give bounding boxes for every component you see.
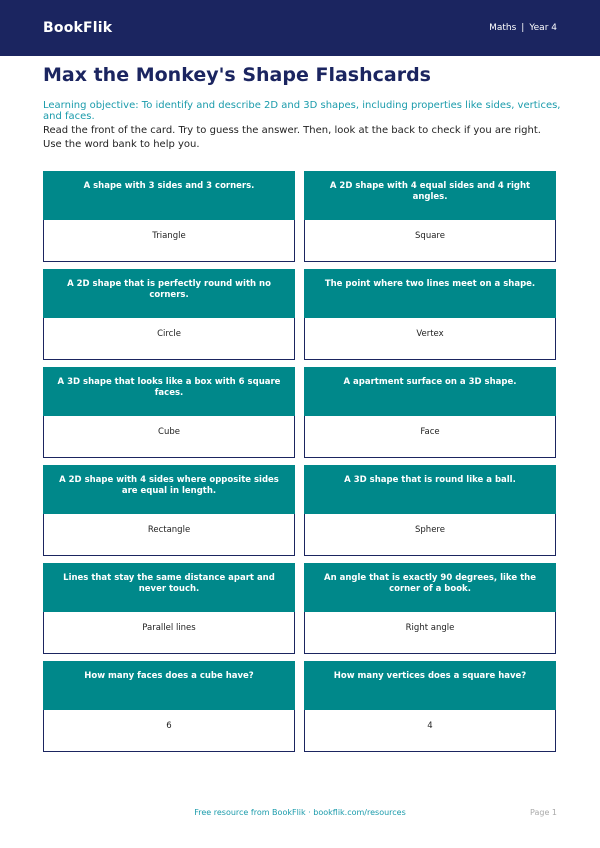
card-front: How many vertices does a square have? [304, 661, 556, 710]
flashcard[interactable] [304, 563, 556, 654]
flashcard[interactable] [304, 171, 556, 262]
card-front: A 2D shape with 4 sides where opposite sides are equal in length. [43, 465, 295, 514]
card-back: Sphere [304, 514, 556, 556]
flashcard[interactable] [43, 269, 295, 360]
separator: | [521, 23, 525, 33]
learning-objective: Learning objective: To identify and describe 2D and 3D shapes, including properties like sides, vertices, and faces. [43, 100, 561, 122]
card-front: A 3D shape that is round like a ball. [304, 465, 556, 514]
card-front: Lines that stay the same distance apart and never touch. [43, 563, 295, 612]
card-front: A 3D shape that looks like a box with 6 square faces. [43, 367, 295, 416]
card-front: A 2D shape with 4 equal sides and 4 right angles. [304, 171, 556, 220]
card-back: 6 [43, 710, 295, 752]
page-number: Page 1 [530, 808, 557, 817]
year-label: Year 4 [529, 23, 557, 33]
card-back: Triangle [43, 220, 295, 262]
footer-credit[interactable]: Free resource from BookFlik · bookflik.com/resources [194, 808, 406, 817]
flashcard[interactable] [43, 171, 295, 262]
flashcard-grid [43, 171, 557, 752]
flashcard[interactable] [304, 269, 556, 360]
flashcard[interactable] [43, 465, 295, 556]
card-back: Cube [43, 416, 295, 458]
page-title: Max the Monkey's Shape Flashcards [43, 64, 431, 86]
card-front: A apartment surface on a 3D shape. [304, 367, 556, 416]
card-back: Parallel lines [43, 612, 295, 654]
card-front: A shape with 3 sides and 3 corners. [43, 171, 295, 220]
card-front: An angle that is exactly 90 degrees, like the corner of a book. [304, 563, 556, 612]
card-front: A 2D shape that is perfectly round with no corners. [43, 269, 295, 318]
instructions: Read the front of the card. Try to guess the answer. Then, look at the back to check if you are right. Use the word bank to help you. [43, 125, 541, 150]
card-back: Rectangle [43, 514, 295, 556]
flashcard[interactable] [43, 563, 295, 654]
card-back: 4 [304, 710, 556, 752]
flashcard[interactable] [304, 465, 556, 556]
header-bar [0, 0, 600, 56]
subject-label: Maths [489, 23, 517, 33]
flashcard[interactable] [43, 661, 295, 752]
card-front: The point where two lines meet on a shape. [304, 269, 556, 318]
card-back: Square [304, 220, 556, 262]
card-back: Circle [43, 318, 295, 360]
card-back: Vertex [304, 318, 556, 360]
card-back: Face [304, 416, 556, 458]
card-back: Right angle [304, 612, 556, 654]
brand-logo[interactable]: BookFlik [43, 20, 113, 36]
subject-year-label [489, 23, 557, 33]
flashcard[interactable] [304, 367, 556, 458]
card-front: How many faces does a cube have? [43, 661, 295, 710]
flashcard[interactable] [43, 367, 295, 458]
flashcard[interactable] [304, 661, 556, 752]
